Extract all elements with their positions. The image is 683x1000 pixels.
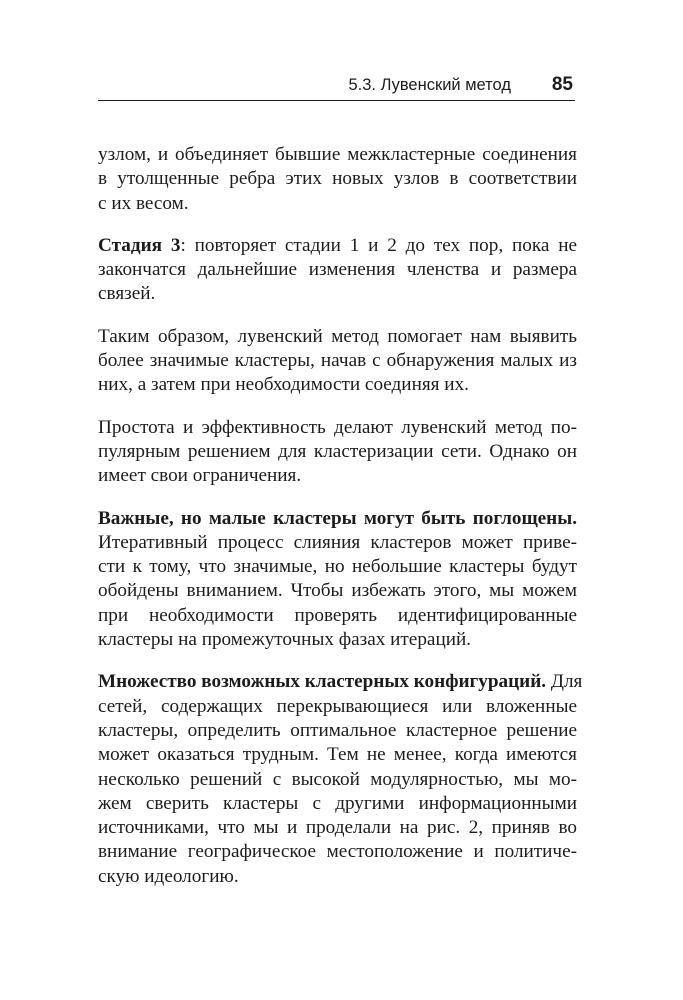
paragraph-5 (98, 507, 577, 653)
running-head (98, 74, 575, 101)
section-title: 5.3. Лувенский метод (348, 76, 511, 94)
text-line: скую идеологию. (98, 865, 239, 887)
text-line: более значимые кластеры, начав с обнаружения малых из (98, 350, 577, 372)
text-line: может оказаться трудным. Тем не менее, когда имеются (98, 744, 577, 766)
text-line: них, а затем при необходимости соединяя их. (98, 374, 469, 396)
text-line: Таким образом, лувенский метод помогает нам выявить (98, 325, 577, 347)
text-line: Простота и эффективность делают лувенский метод по- (98, 416, 577, 438)
text-line: сетей, содержащих перекрывающиеся или вложенные (98, 695, 577, 717)
text-line: Итеративный процесс слияния кластеров может приве- (98, 531, 577, 553)
text-line: кластеры, определить оптимальное кластерное решение (98, 719, 577, 741)
text-line: с их весом. (98, 192, 189, 214)
text-line: кластеры на промежуточных фазах итераций. (98, 629, 472, 651)
text-line: в утолщенные ребра этих новых узлов в соответствии (98, 168, 577, 190)
text-line: при необходимости проверять идентифицированные (98, 604, 577, 626)
text-line: несколько решений с высокой модулярностью, мы мо- (98, 768, 577, 790)
paragraph-6 (98, 670, 583, 889)
text-line: внимание географическое местоположение и политиче- (98, 841, 577, 863)
text-line: узлом, и объединяет бывшие межкластерные соединения (98, 144, 577, 165)
paragraph-3 (98, 325, 577, 398)
small-clusters-heading: Важные, но малые кластеры могут быть поглощены. (98, 507, 577, 529)
text-line: закончатся дальнейшие изменения членства и размера (98, 259, 577, 281)
text-line: обойдены вниманием. Чтобы избежать этого, мы можем (98, 580, 577, 602)
text-line: источниками, что мы и проделали на рис. 2, приняв во (98, 817, 577, 839)
paragraph-4 (98, 416, 577, 489)
page-number: 85 (551, 74, 573, 95)
configurations-heading: Множество возможных кластерных конфигураций. (98, 671, 547, 693)
text-line: пулярным решением для кластеризации сети. Однако он (98, 440, 577, 462)
body-text (98, 143, 583, 907)
paragraph-1 (98, 143, 577, 216)
stage-3-label: Стадия 3 (98, 234, 181, 256)
paragraph-2 (98, 234, 577, 307)
text-line: связей. (98, 283, 156, 305)
text-run: Для (546, 671, 583, 693)
text-line: жем сверить кластеры с другими информационными (98, 792, 577, 814)
text-line (98, 507, 577, 531)
text-line (98, 234, 577, 258)
text-run: : повторяет стадии 1 и 2 до тех пор, пока не (180, 234, 578, 256)
text-line: сти к тому, что значимые, но небольшие кластеры будут (98, 556, 577, 578)
text-line (98, 670, 583, 694)
text-line: имеет свои ограничения. (98, 465, 302, 487)
